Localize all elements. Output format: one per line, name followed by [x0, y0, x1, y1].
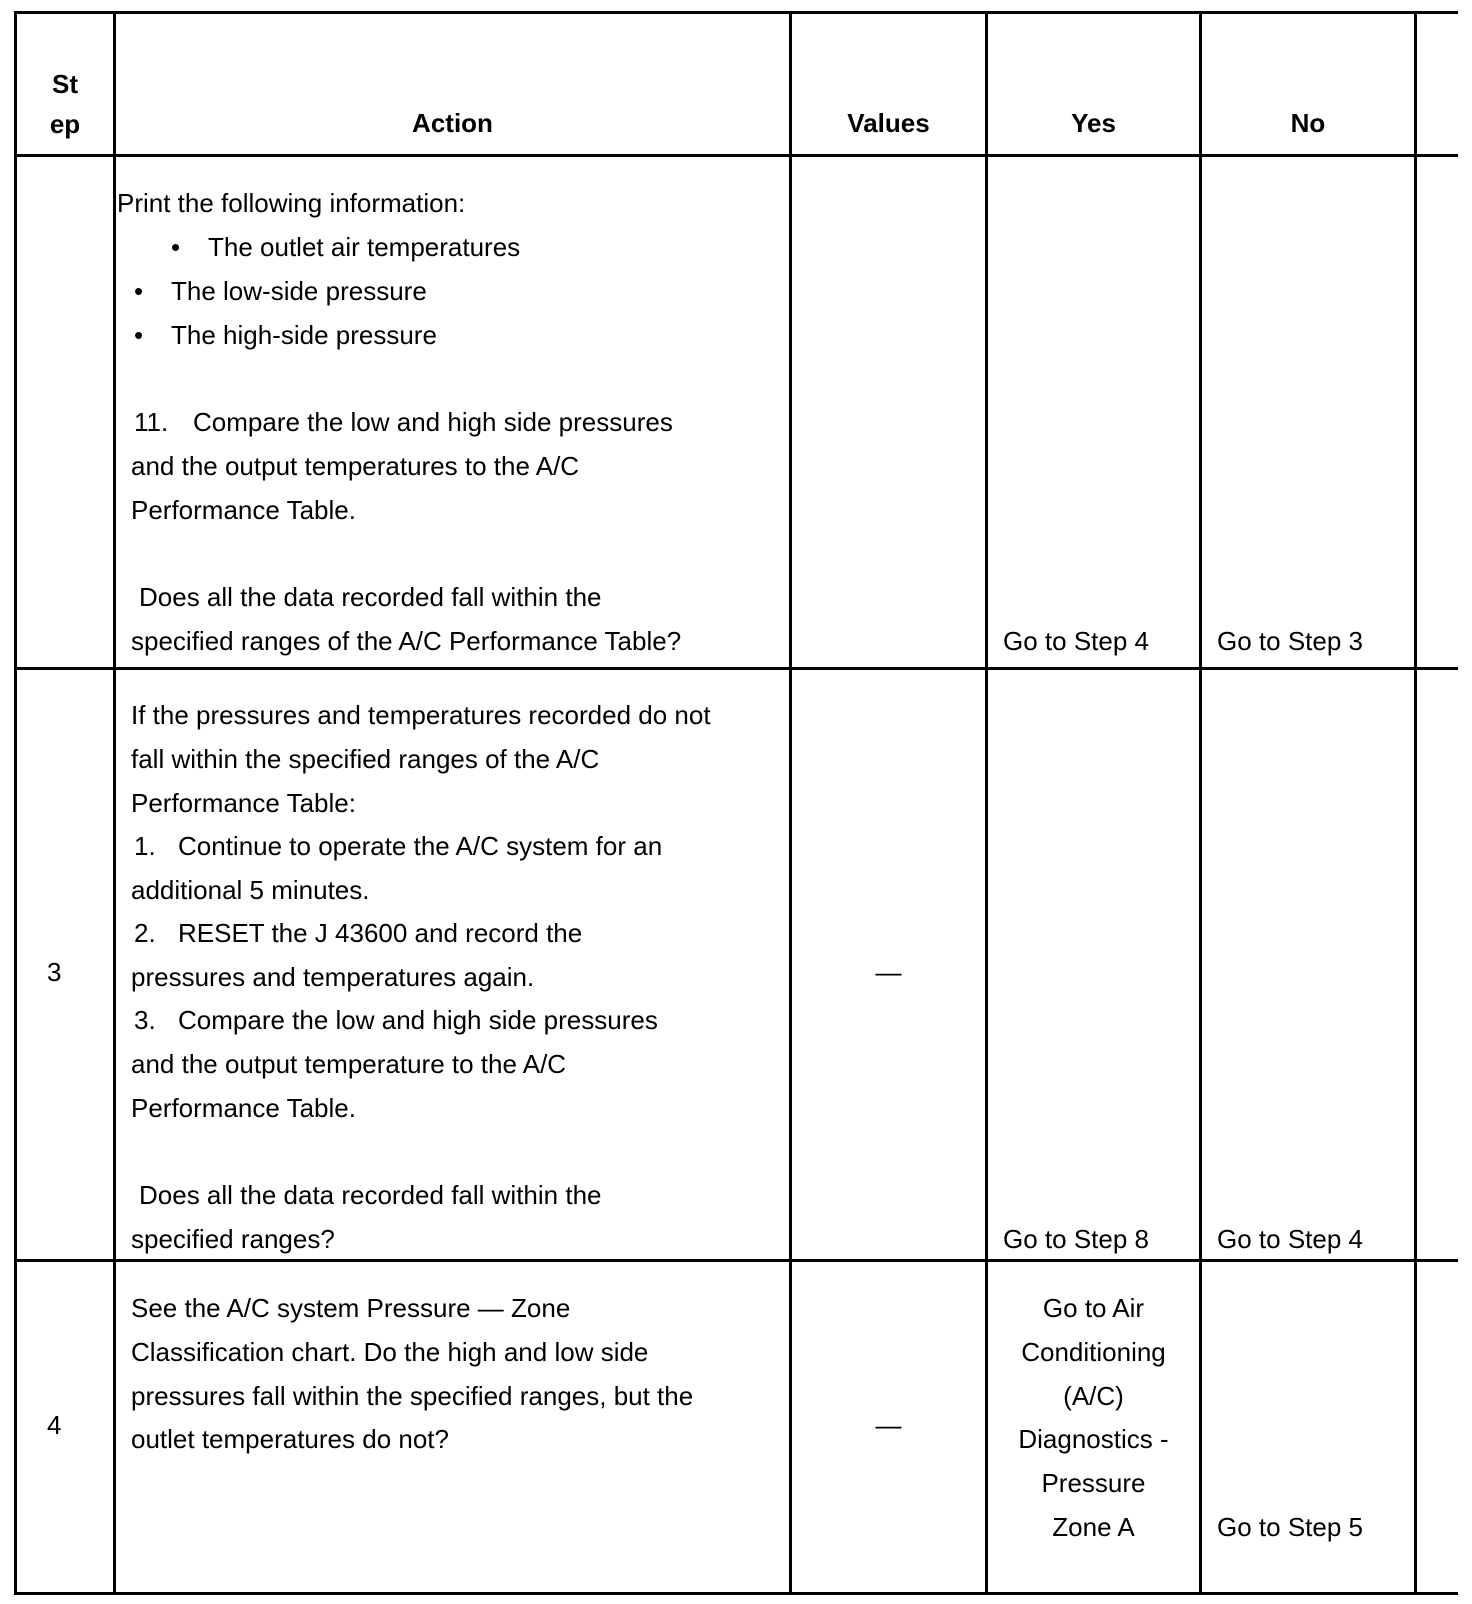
row2-yes: Go to Step 8 — [1003, 1224, 1149, 1254]
row3-action-line: Classification chart. Do the high and low side — [131, 1337, 649, 1367]
row1-no: Go to Step 3 — [1217, 626, 1363, 656]
column-divider — [789, 11, 792, 1595]
row2-no: Go to Step 4 — [1217, 1224, 1363, 1254]
header-step — [17, 64, 113, 144]
header-values: Values — [847, 108, 930, 138]
header-step-line2: ep — [49, 109, 81, 139]
row3-action-line: See the A/C system Pressure — Zone — [131, 1293, 571, 1323]
row3-values: — — [875, 1410, 902, 1440]
row1-item-number: 11. — [134, 407, 169, 437]
row1-question: specified ranges of the A/C Performance Table? — [131, 626, 682, 656]
row1-bullet-marker: • — [171, 232, 181, 262]
row1-bullet: The outlet air temperatures — [208, 232, 521, 262]
table-border-right — [1414, 11, 1417, 1595]
column-divider — [113, 11, 116, 1595]
row3-yes-line: Go to Air — [1042, 1293, 1145, 1323]
row3-action-line: outlet temperatures do not? — [131, 1424, 449, 1454]
table-border-left — [14, 11, 17, 1595]
row2-question: specified ranges? — [131, 1224, 335, 1254]
column-divider — [1199, 11, 1202, 1595]
row2-step-line: Continue to operate the A/C system for an — [178, 831, 663, 861]
row2-step-line: Compare the low and high side pressures — [178, 1005, 658, 1035]
table-border-top — [14, 11, 1458, 14]
row1-bullet-marker: • — [134, 276, 144, 306]
row-divider — [14, 667, 1458, 670]
table-border-bottom — [14, 1592, 1458, 1595]
row3-yes-line: Pressure — [1041, 1468, 1146, 1498]
row3-yes-line: Diagnostics - — [1018, 1424, 1169, 1454]
row3-no: Go to Step 5 — [1217, 1512, 1363, 1542]
row1-bullet-marker: • — [134, 320, 144, 350]
row2-step-line: additional 5 minutes. — [131, 875, 370, 905]
diagnostic-table — [14, 11, 1458, 1595]
row1-item-line: and the output temperatures to the A/C — [131, 451, 580, 481]
header-action: Action — [412, 108, 493, 138]
row2-step-line: and the output temperature to the A/C — [131, 1049, 567, 1079]
row3-action-line: pressures fall within the specified ranges, but the — [131, 1381, 694, 1411]
row3-step: 4 — [47, 1410, 62, 1440]
row2-step: 3 — [47, 957, 62, 987]
row1-bullet: The low-side pressure — [171, 276, 427, 306]
row2-step-line: pressures and temperatures again. — [131, 962, 535, 992]
row2-step-line: RESET the J 43600 and record the — [178, 918, 583, 948]
row2-step-number: 1. — [134, 831, 156, 861]
row1-intro: Print the following information: — [117, 188, 466, 218]
row3-yes-line: (A/C) — [1063, 1381, 1124, 1411]
row2-values: — — [875, 957, 902, 987]
row2-step-number: 3. — [134, 1005, 156, 1035]
header-divider — [14, 154, 1458, 157]
row2-intro: If the pressures and temperatures recorded do not — [131, 700, 711, 730]
row3-yes-line: Zone A — [1052, 1512, 1135, 1542]
row2-step-line: Performance Table. — [131, 1093, 356, 1123]
row3-yes-line: Conditioning — [1021, 1337, 1166, 1367]
row2-intro: fall within the specified ranges of the A/C — [131, 744, 600, 774]
row1-question: Does all the data recorded fall within the — [139, 582, 602, 612]
header-yes: Yes — [1071, 108, 1116, 138]
header-step-line1: St — [52, 69, 78, 99]
row1-item-line: Compare the low and high side pressures — [193, 407, 673, 437]
row2-question: Does all the data recorded fall within the — [139, 1180, 602, 1210]
row1-yes: Go to Step 4 — [1003, 626, 1149, 656]
row1-bullet: The high-side pressure — [171, 320, 437, 350]
row1-item-line: Performance Table. — [131, 495, 356, 525]
row2-intro: Performance Table: — [131, 788, 356, 818]
row2-step-number: 2. — [134, 918, 156, 948]
header-no: No — [1290, 108, 1326, 138]
